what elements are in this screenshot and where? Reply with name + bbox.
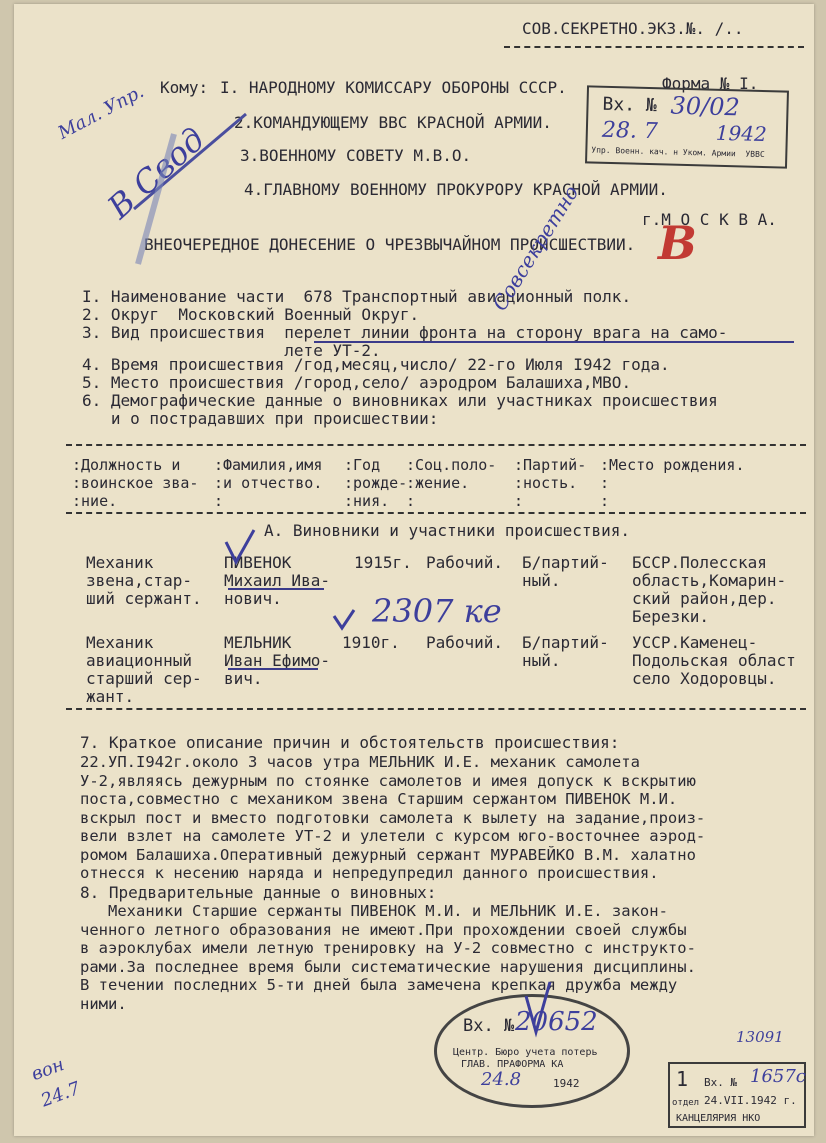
field-2: 2. Округ Московский Военный Округ. — [82, 305, 420, 324]
registry-stamp-number: 1657с — [750, 1066, 806, 1087]
stamp-label: Вх. № — [602, 93, 658, 117]
stamp-year: 1942 — [715, 120, 768, 147]
registry-stamp-label: Вх. № — [704, 1076, 738, 1089]
handwritten-bottom-left: вон 24.7 — [28, 1054, 84, 1112]
table-section: А. Виновники и участники происшествия. — [264, 521, 631, 540]
row1-birthplace: БССР.Полесская область,Комарин- ский район,дер. Березки. — [632, 553, 787, 626]
check-mark-row1 — [226, 530, 254, 562]
page-title: ВНЕОЧЕРЕДНОЕ ДОНЕСЕНИЕ О ЧРЕЗВЫЧАЙНОМ ПРОИСШЕСТВИИ. — [144, 235, 636, 254]
handwritten-figure: 2307 ке — [372, 592, 502, 630]
red-mark: В — [658, 216, 697, 270]
row1-year: 1915г. — [354, 553, 412, 572]
oval-stamp-line2: ГЛАВ. ПРАФОРМА КА — [461, 1059, 564, 1070]
pencil-strokes — [14, 4, 814, 1136]
address-line-1: I. НАРОДНОМУ КОМИССАРУ ОБОРОНЫ СССР. — [220, 78, 567, 97]
registry-stamp-dept: отдел — [672, 1098, 700, 1108]
col-position-header: :Должность и :воинское зва- :ние. — [72, 456, 199, 510]
row1-name: ПИВЕНОК Михаил Ива- нович. — [224, 553, 330, 608]
registry-stamp-num: 1 — [676, 1067, 689, 1091]
section7-heading: 7. Краткое описание причин и обстоятельств происшествия: — [80, 733, 620, 752]
field-3: 3. Вид происшествия перелет линии фронта на сторону врага на само- — [82, 323, 728, 342]
row2-party: Б/партий- ный. — [522, 633, 609, 670]
section7-body: 22.УП.I942г.около 3 часов утра МЕЛЬНИК И.Е. механик самолета У-2,являясь дежурным по стоянке самолетов и имея допуск к вскрытию поста,совместно с механиком звена Старшим сержантом ПИВЕНОК М.И. вскрыл пост и вместо подготовки самолета к вылету на задание,произ- вели взлет на самолете УТ-2 и улетели с курсом юго-восточнее аэрод- ромом Балашиха.Оперативный дежурный сержант МУРАВЕЙКО В.М. халатно отнесся к несению наряда и непредупредил данного происшествия. — [80, 753, 706, 882]
secrecy-mark: СОВ.СЕКРЕТНО.ЭКЗ.№. /.. — [522, 19, 744, 38]
col-party-header: :Партий- :ность. : — [514, 456, 587, 510]
section8-body: Механики Старшие сержанты ПИВЕНОК М.И. и МЕЛЬНИК И.Е. закон- ченного летного образования не имеют.При прохождении своей службы в аэроклубах имели летную тренировку на У-2 совместно с инструкто- рами.За последнее время были систематические нарушения дисциплины. В течении последних 5-ти дней была замечена крепкая дружба между ними. — [80, 902, 696, 1013]
field-6: 6. Демографические данные о виновниках или участниках происшествия — [82, 391, 718, 410]
field-5: 5. Место происшествия /город,село/ аэродром Балашиха,МВО. — [82, 373, 632, 392]
check-mark-row2 — [334, 610, 354, 628]
field-1: I. Наименование части 678 Транспортный авиационный полк. — [82, 287, 632, 306]
row1-social: Рабочий. — [426, 553, 504, 572]
handwritten-middle-note: Совсекретно — [487, 181, 584, 315]
col-social-header: :Соц.поло- :жение. : — [406, 456, 497, 510]
oval-stamp-line1: Центр. Бюро учета потерь — [453, 1047, 598, 1058]
handwritten-corner-number: 13091 — [736, 1028, 784, 1046]
registry-stamp-footer: КАНЦЕЛЯРИЯ НКО — [676, 1113, 761, 1124]
address-line-4: 4.ГЛАВНОМУ ВОЕННОМУ ПРОКУРОРУ КРАСНОЙ АРМИИ. — [244, 180, 668, 199]
col-year-header: :Год :рожде- :ния. — [344, 456, 408, 510]
row2-birthplace: УССР.Каменец- Подольская област село Ходоровцы. — [632, 633, 796, 688]
stamp-date: 28. 7 — [601, 117, 659, 145]
pencil-diagonal-stroke — [134, 114, 246, 209]
registry-stamp-date: 24.VII.1942 г. — [704, 1094, 797, 1107]
row2-name: МЕЛЬНИК Иван Ефимо- вич. — [224, 633, 330, 688]
document-sheet — [14, 4, 814, 1136]
city: г.М О С К В А. — [642, 210, 777, 229]
col-name-header: :Фамилия,имя :и отчество. : — [214, 456, 323, 510]
check-mark-stamp — [526, 982, 550, 1032]
pencil-blue-smear — [138, 134, 174, 264]
row2-position: Механик авиационный старший сер- жант. — [86, 633, 202, 706]
oval-stamp-date: 24.8 — [481, 1069, 522, 1090]
stamp-footer: Упр. Военн. кач. н Уком. Армии УВВС — [591, 145, 765, 160]
row2-social: Рабочий. — [426, 633, 504, 652]
row2-year: 1910г. — [342, 633, 400, 652]
handwritten-note-top-left: Мал. Упр. — [54, 81, 148, 144]
oval-stamp-label: Вх. № — [463, 1016, 515, 1036]
row1-party: Б/партий- ный. — [522, 553, 609, 590]
stamp-number: 30/02 — [670, 91, 741, 122]
handwritten-resolution: В Свод — [100, 119, 213, 227]
row1-position: Механик звена,стар- ший сержант. — [86, 553, 202, 608]
field-6-cont: и о пострадавших при происшествии: — [82, 409, 439, 428]
col-birthplace-header: :Место рождения. : : — [600, 456, 745, 510]
address-line-3: 3.ВОЕННОМУ СОВЕТУ М.В.О. — [240, 146, 472, 165]
section8-heading: 8. Предварительные данные о виновных: — [80, 883, 437, 902]
address-line-2: 2.КОМАНДУЮЩЕМУ ВВС КРАСНОЙ АРМИИ. — [234, 113, 552, 132]
field-4: 4. Время происшествия /год,месяц,число/ 22-го Июля I942 года. — [82, 355, 670, 374]
form-label: Форма № I. — [662, 74, 759, 93]
oval-stamp-year: 1942 — [553, 1077, 580, 1090]
to-label: Кому: — [160, 78, 209, 97]
oval-stamp-number: 20652 — [515, 1007, 598, 1037]
field-3-cont: лете УТ-2. — [82, 341, 381, 360]
